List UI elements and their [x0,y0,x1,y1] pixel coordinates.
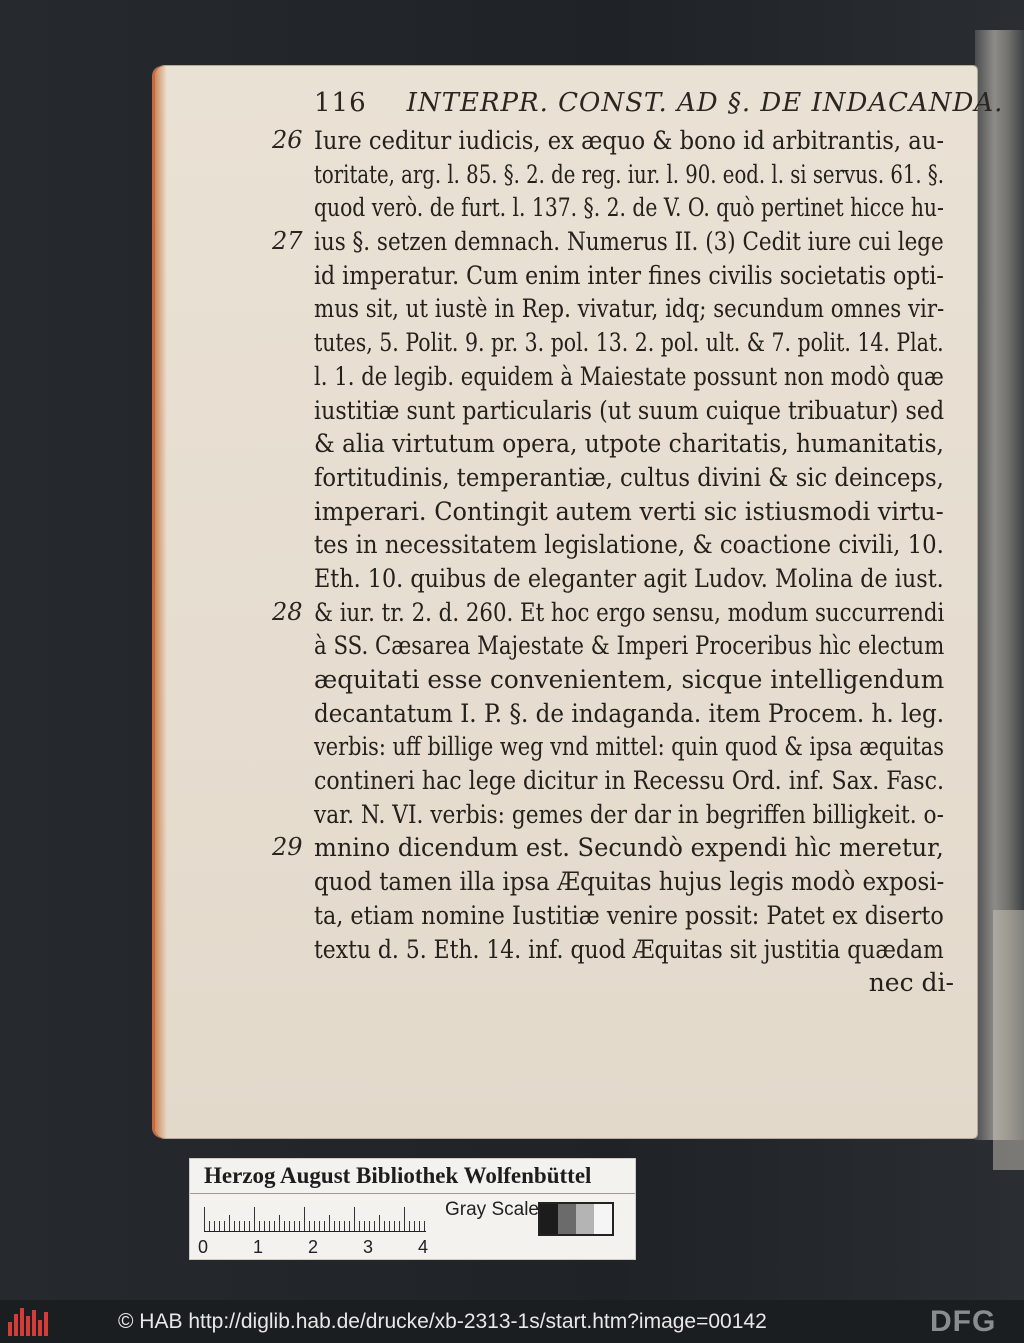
ruler-number: 2 [308,1237,319,1257]
viewer-footer [0,1300,1024,1343]
ruler-tick [344,1221,345,1231]
line-text: mnino dicendum est. Secundò expendi hìc meretur, [314,833,944,863]
ruler-tick [379,1215,380,1231]
ruler-tick [334,1221,335,1231]
ruler-tick [364,1221,365,1231]
text-line [314,461,954,495]
line-text: toritate, arg. l. 85. §. 2. de reg. iur. l. 90. eod. l. si servus. 61. §. [314,159,945,189]
catchword: nec di- [868,968,954,998]
text-line [314,292,954,326]
book-page [155,66,1004,1138]
next-page-edge [975,30,1024,1140]
ruler-tick [329,1215,330,1231]
ruler-tick [309,1221,310,1231]
ruler-tick [254,1207,255,1231]
ruler-tick [369,1221,370,1231]
ruler-number: 1 [253,1237,264,1257]
line-text: Eth. 10. quibus de eleganter agit Ludov. Molina de iust. [314,563,944,593]
copyright-url[interactable]: © HAB http://diglib.hab.de/drucke/xb-2313-1s/start.htm?image=00142 [118,1310,767,1333]
page-number: 116 [314,88,367,118]
running-title: INTERPR. CONST. AD §. DE INDACANDA. [406,88,1004,118]
text-line [272,831,954,865]
ruler-tick [269,1221,270,1231]
ruler-tick [219,1221,220,1231]
line-text: l. 1. de legib. equidem à Maiestate possunt non modò quæ [314,361,944,391]
text-line [314,326,954,360]
line-text: quod tamen illa ipsa Æquitas hujus legis modò exposi- [314,867,945,897]
line-text: verbis: uff billige weg vnd mittel: quin quod & ipsa æquitas [314,732,944,762]
ruler-tick [384,1221,385,1231]
text-line [314,865,954,899]
line-text: tes in necessitatem legislatione, & coactione civili, 10. [314,530,944,560]
library-name: Herzog August Bibliothek Wolfenbüttel [204,1163,592,1188]
text-line [314,764,954,798]
margin-number: 27 [272,227,303,256]
text-line [314,394,954,428]
ruler-tick [354,1207,355,1231]
running-header [314,88,1004,124]
line-text: mus sit, ut iustè in Rep. vivatur, idq; secundum omnes vir- [314,294,945,324]
ruler-tick [264,1221,265,1231]
text-line [314,191,954,225]
line-text: decantatum I. P. §. de indaganda. item Procem. h. leg. [314,698,945,728]
ruler-tick [339,1221,340,1231]
margin-number: 29 [272,833,303,862]
hab-logo-icon[interactable] [8,1308,48,1336]
ruler-tick [314,1221,315,1231]
text-line [314,562,954,596]
line-text: fortitudinis, temperantiæ, cultus divini & sic deinceps, [314,462,944,492]
gray-swatch [576,1204,594,1234]
line-text: à SS. Cæsarea Majestate & Imperi Proceribus hìc electum [314,631,945,661]
ruler-tick [224,1221,225,1231]
ruler-tick [304,1207,305,1231]
ruler-tick [404,1207,405,1231]
line-text: textu d. 5. Eth. 14. inf. quod Æquitas sit justitia quædam [314,934,944,964]
ruler-tick [209,1221,210,1231]
text-line [314,528,954,562]
dfg-logo[interactable]: DFG [930,1305,997,1338]
ruler-tick [214,1221,215,1231]
ruler-number: 0 [198,1237,209,1257]
card-divider [190,1193,635,1194]
ruler-tick [419,1221,420,1231]
library-color-card [189,1158,636,1260]
ruler-tick [394,1221,395,1231]
ruler-tick [324,1221,325,1231]
text-line [314,629,954,663]
text-line [314,730,954,764]
ruler-tick [234,1221,235,1231]
text-line [314,427,954,461]
gray-scale-label: Gray Scale [445,1199,539,1220]
text-line [314,360,954,394]
text-line [272,124,954,158]
ruler-tick [244,1221,245,1231]
text-line [272,596,954,630]
text-line [314,798,954,832]
text-line [314,495,954,529]
ruler-tick [249,1221,250,1231]
gray-scale-swatches [538,1202,614,1236]
ruler-tick [274,1221,275,1231]
gray-swatch [594,1204,612,1234]
line-text: iustitiæ sunt particularis (ut suum cuique tribuatur) sed [314,395,945,425]
line-text: ius §. setzen demnach. Numerus II. (3) Cedit iure cui lege [314,227,944,257]
ruler-tick [294,1221,295,1231]
ruler-tick [424,1221,425,1231]
margin-number: 26 [272,126,303,154]
ruler-tick [284,1221,285,1231]
page-body-text [272,124,954,1000]
line-text: imperari. Contingit autem verti sic istiusmodi virtu- [314,496,944,526]
text-line [314,259,954,293]
ruler-tick [389,1221,390,1231]
line-text: & iur. tr. 2. d. 260. Et hoc ergo sensu, modum succurrendi [314,597,945,627]
ruler-tick [414,1221,415,1231]
ruler-tick [259,1221,260,1231]
ruler-tick [204,1207,205,1231]
ruler-tick [349,1221,350,1231]
ruler-tick [299,1221,300,1231]
margin-number: 28 [272,597,303,626]
gray-swatch [540,1204,558,1234]
centimeter-ruler [204,1203,434,1233]
ruler-tick [359,1221,360,1231]
text-line [314,697,954,731]
ruler-tick [409,1221,410,1231]
ruler-tick [279,1215,280,1231]
line-text: æquitati esse convenientem, sicque intelligendum [314,665,945,694]
text-line [272,225,954,259]
ruler-baseline [204,1231,426,1232]
text-line [314,158,954,192]
line-text: id imperatur. Cum enim inter fines civilis societatis opti- [314,260,944,290]
ruler-tick [289,1221,290,1231]
text-line [314,933,954,967]
ruler-tick [374,1221,375,1231]
line-text: contineri hac lege dicitur in Recessu Ord. inf. Sax. Fasc. [314,766,945,796]
line-text: quod verò. de furt. l. 137. §. 2. de V. O. quò pertinet hicce hu- [314,193,944,223]
line-text: var. N. VI. verbis: gemes der dar in begriffen billigkeit. o- [314,799,944,829]
gray-swatch [558,1204,576,1234]
line-text: tutes, 5. Polit. 9. pr. 3. pol. 13. 2. pol. ult. & 7. polit. 14. Plat. [314,328,944,358]
ruler-tick [399,1221,400,1231]
ruler-numbers [198,1237,438,1259]
ruler-tick [319,1221,320,1231]
ruler-number: 4 [418,1237,429,1257]
text-line [314,663,954,697]
line-text: ta, etiam nomine Iustitiæ venire possit: Patet ex diserto [314,900,944,930]
text-line [314,899,954,933]
ruler-tick [239,1221,240,1231]
line-text: & alia virtutum opera, utpote charitatis, humanitatis, [314,429,944,459]
ruler-tick [229,1215,230,1231]
ruler-number: 3 [363,1237,374,1257]
line-text: Iure ceditur iudicis, ex æquo & bono id arbitrantis, au- [314,126,945,155]
